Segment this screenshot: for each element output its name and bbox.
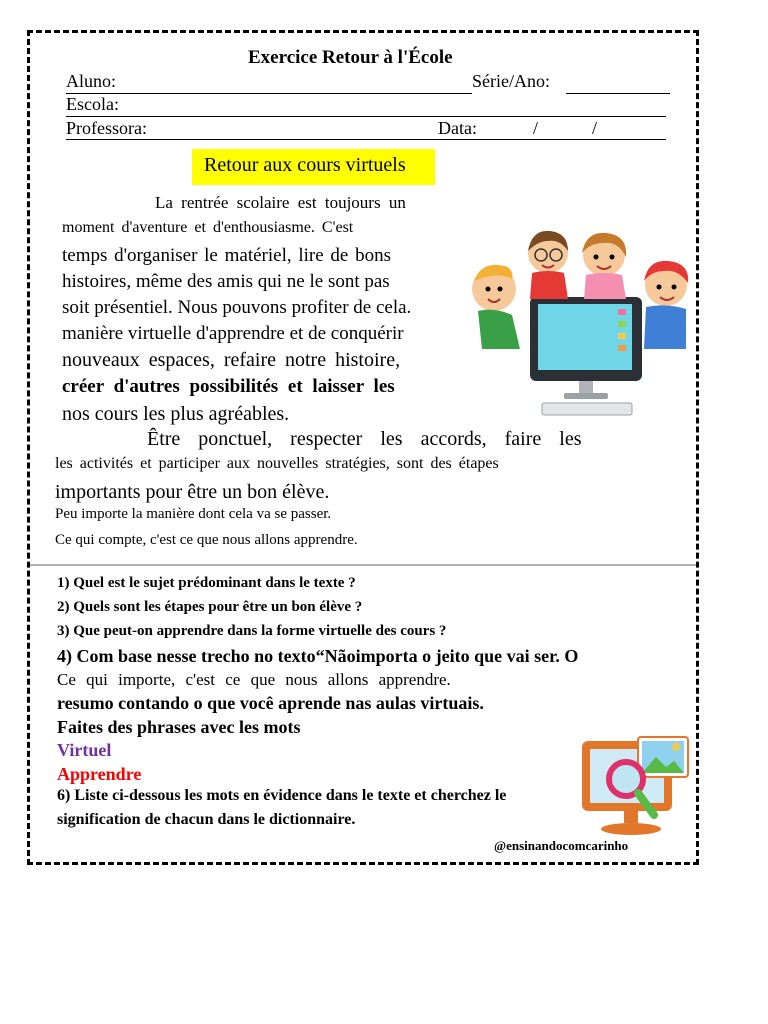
- escola-line[interactable]: [66, 116, 666, 117]
- question-6-continuation: signification de chacun dans le dictionnaire.: [57, 811, 356, 828]
- question-1: 1) Quel est le sujet prédominant dans le texte ?: [57, 575, 356, 591]
- date-slash: /: [533, 118, 539, 138]
- text-line: nouveaux espaces, refaire notre histoire,: [62, 349, 401, 371]
- professora-label: Professora:: [66, 118, 147, 138]
- question-4-continuation: resumo contando o que você aprende nas aulas virtuais.: [57, 693, 484, 713]
- question-2: 2) Quels sont les étapes pour être un bon élève ?: [57, 599, 363, 615]
- text-line: temps d'organiser le matériel, lire de bons: [62, 245, 392, 266]
- text-line: La rentrée scolaire est toujours un: [155, 193, 406, 212]
- question-4-quote: Ce qui importe, c'est ce que nous allons apprendre.: [57, 670, 451, 689]
- professora-line[interactable]: [66, 139, 666, 140]
- serie-line[interactable]: [566, 93, 670, 94]
- text-line: soit présentiel. Nous pouvons profiter de cela.: [62, 297, 412, 318]
- worksheet: [27, 30, 699, 865]
- question-6: 6) Liste ci-dessous les mots en évidence dans le texte et cherchez le: [57, 787, 507, 804]
- section-divider: [30, 564, 696, 566]
- worksheet-title: Exercice Retour à l'École: [248, 47, 453, 68]
- text-line-highlight: créer d'autres possibilités et laisser les: [62, 376, 395, 397]
- aluno-line[interactable]: [66, 93, 472, 94]
- text-line: Ce qui compte, c'est ce que nous allons apprendre.: [55, 532, 358, 548]
- computer-magnifier-illustration: [578, 733, 696, 849]
- text-line: importants pour être un bon élève.: [55, 481, 330, 503]
- serie-label: Série/Ano:: [472, 71, 550, 91]
- text-line: Peu importe la manière dont cela va se passer.: [55, 506, 332, 522]
- text-line: manière virtuelle d'apprendre et de conquérir: [62, 323, 404, 344]
- section-banner: [192, 149, 435, 185]
- date-slash: /: [592, 118, 598, 138]
- question-3: 3) Que peut-on apprendre dans la forme virtuelle des cours ?: [57, 623, 447, 639]
- text-line: moment d'aventure et d'enthousiasme. C'est: [62, 219, 354, 236]
- escola-label: Escola:: [66, 94, 119, 114]
- text-line: nos cours les plus agréables.: [62, 403, 290, 425]
- children-computer-illustration: [468, 229, 696, 421]
- credit-handle: @ensinandocomcarinho: [494, 838, 629, 853]
- word-virtuel: Virtuel: [57, 740, 112, 760]
- banner-text: Retour aux cours virtuels: [204, 154, 406, 176]
- question-4: 4) Com base nesse trecho no texto“Nãoimporta o jeito que vai ser. O: [57, 646, 579, 666]
- text-line: les activités et participer aux nouvelles stratégies, sont des étapes: [55, 455, 499, 472]
- text-line: Être ponctuel, respecter les accords, faire les: [147, 428, 582, 450]
- aluno-label: Aluno:: [66, 71, 117, 91]
- word-apprendre: Apprendre: [57, 764, 142, 784]
- text-line: histoires, même des amis qui ne le sont pas: [62, 271, 390, 292]
- question-5: Faites des phrases avec les mots: [57, 717, 301, 737]
- data-label: Data:: [438, 118, 477, 138]
